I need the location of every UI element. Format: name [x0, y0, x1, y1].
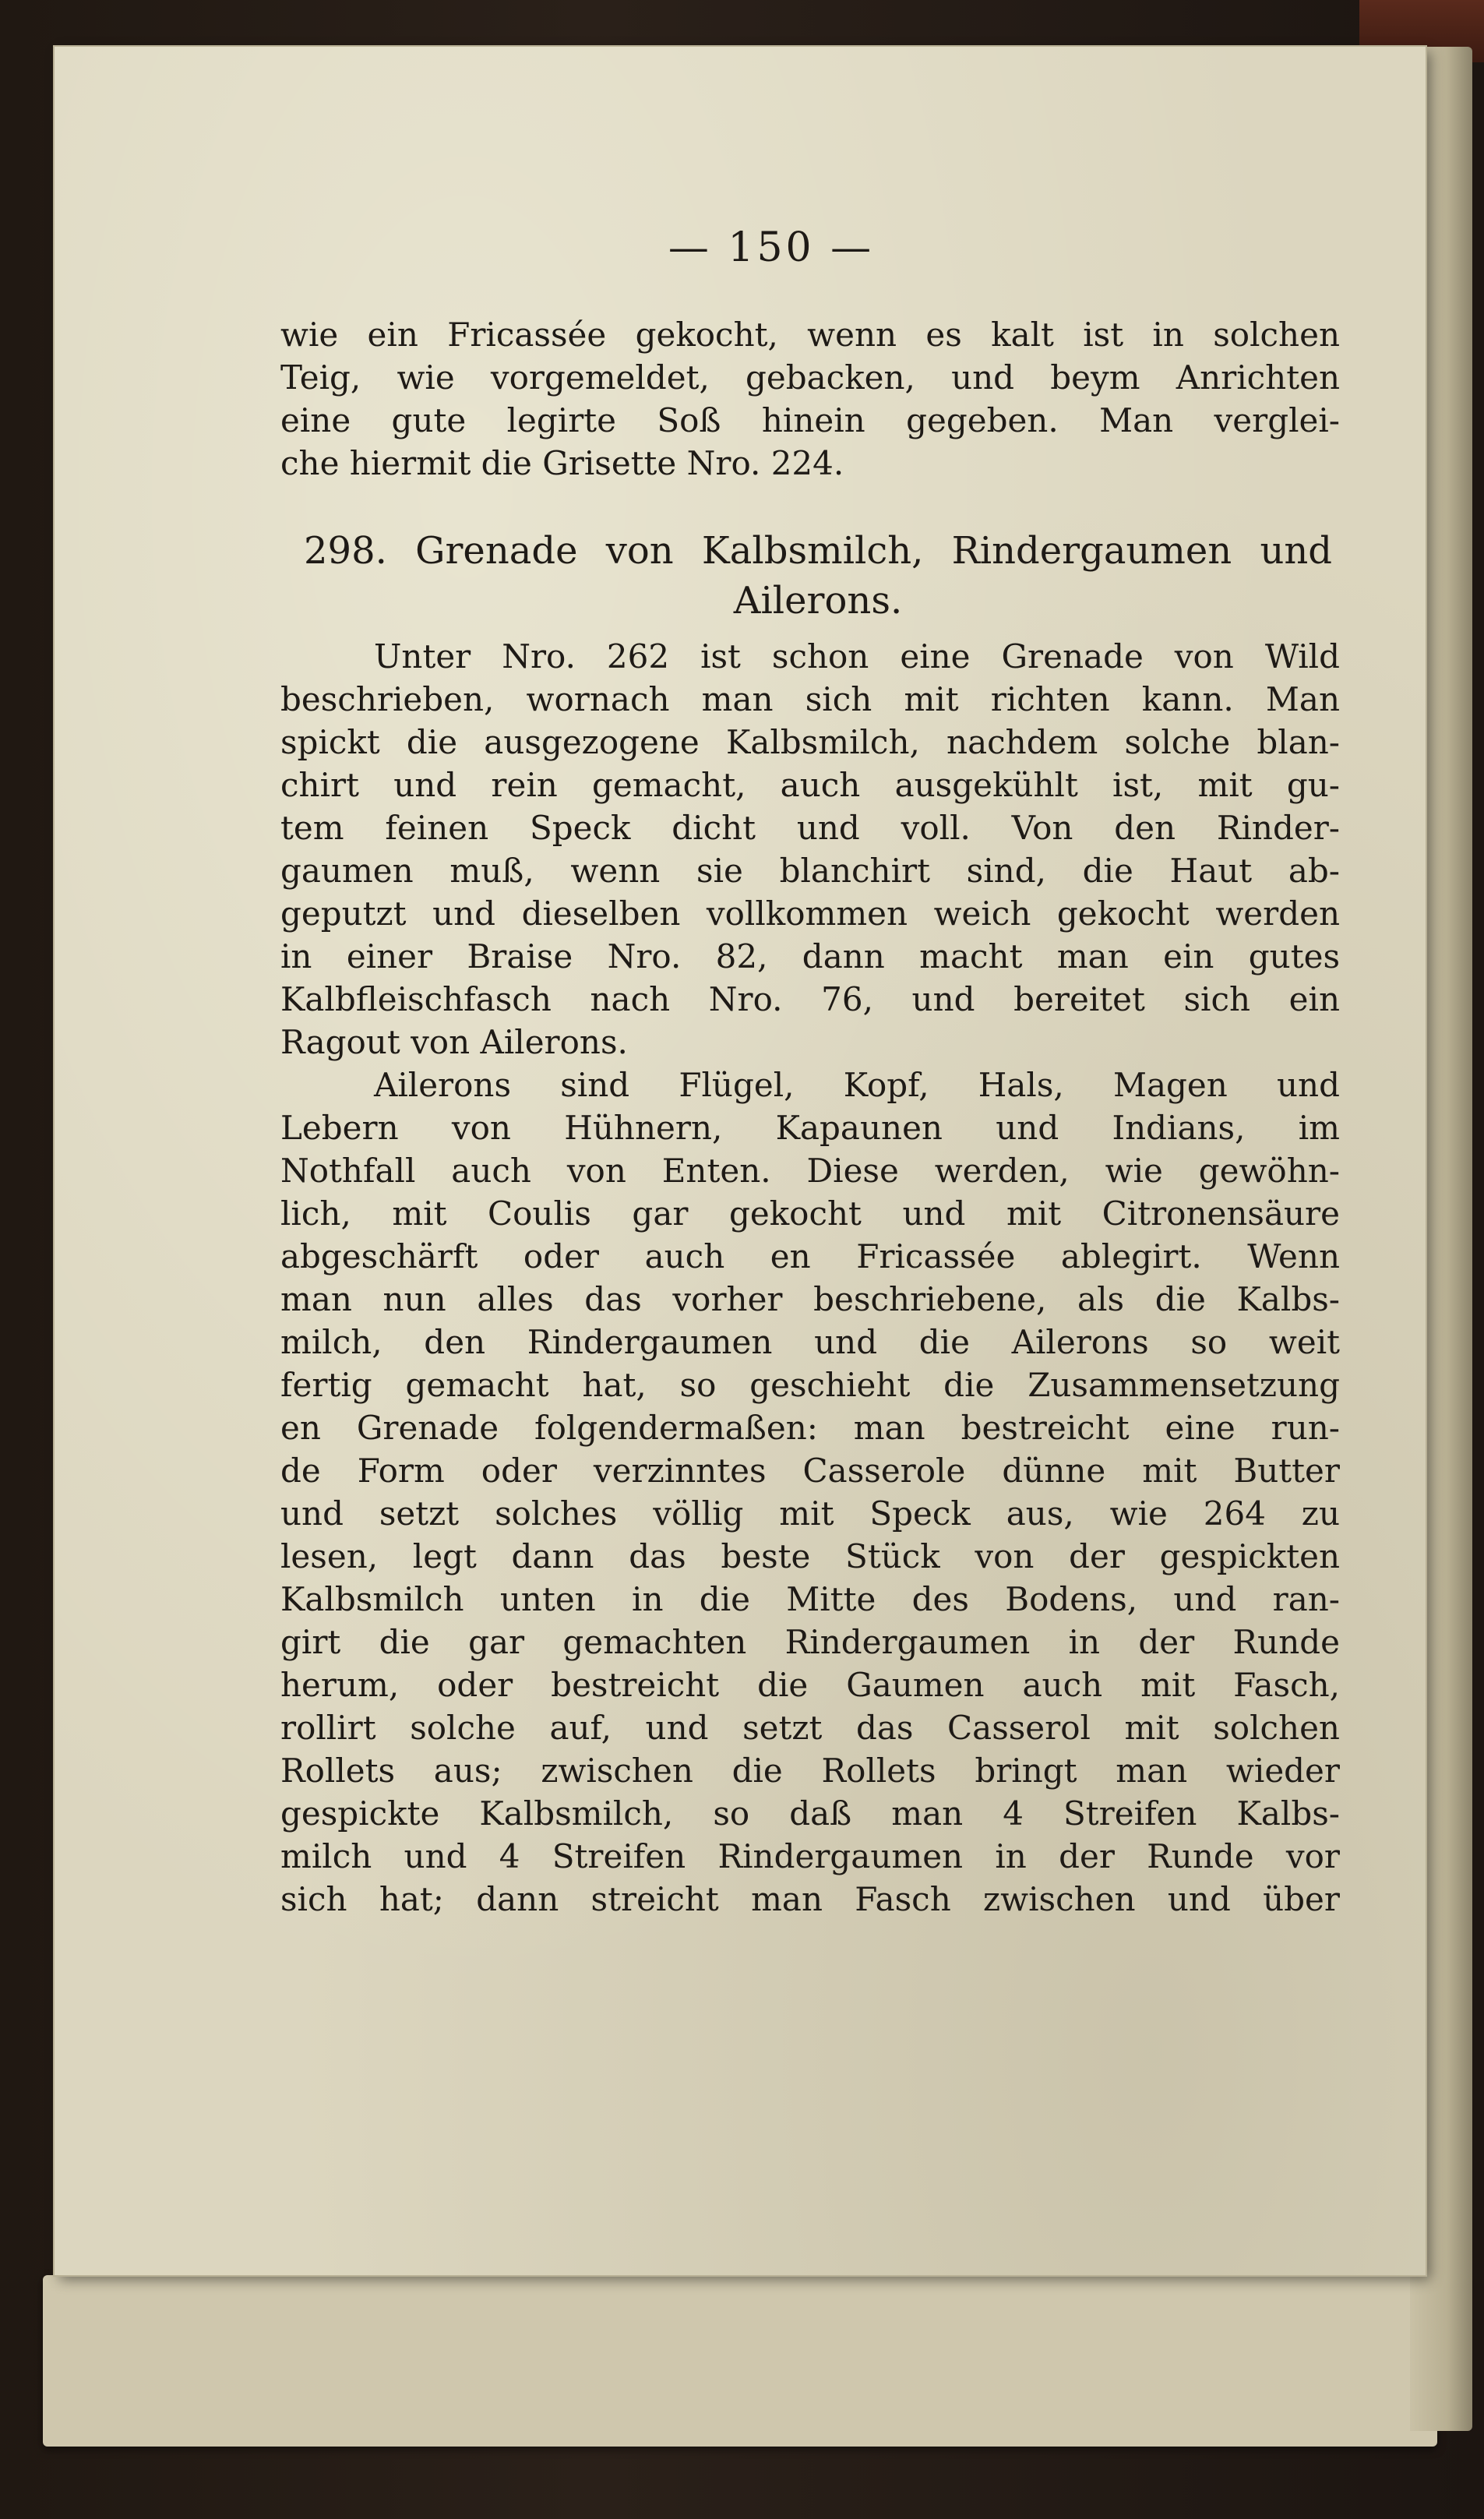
text-line: abgeschärft oder auch en Fricassée ablegirt. Wenn [280, 1237, 1340, 1275]
page-stack-edge [43, 2275, 1437, 2447]
text-line: milch, den Rindergaumen und die Ailerons so weit [280, 1323, 1340, 1361]
heading-line: 298. Grenade von Kalbsmilch, Rindergaumen und [304, 529, 1332, 573]
page-number: — 150 — [668, 224, 875, 271]
text-line: chirt und rein gemacht, auch ausgekühlt ist, mit gu- [280, 766, 1340, 804]
text-line: Ragout von Ailerons. [280, 1023, 628, 1061]
text-line: in einer Braise Nro. 82, dann macht man ein gutes [280, 937, 1340, 975]
text-line: Ailerons sind Flügel, Kopf, Hals, Magen und [374, 1066, 1340, 1104]
text-line: gaumen muß, wenn sie blanchirt sind, die Haut ab- [280, 852, 1340, 890]
paragraph-2 [280, 1064, 1340, 1921]
text-line: tem feinen Speck dicht und voll. Von den Rinder- [280, 809, 1340, 847]
text-line: sich hat; dann streicht man Fasch zwischen und über [280, 1880, 1340, 1918]
text-line: lich, mit Coulis gar gekocht und mit Citronensäure [280, 1194, 1340, 1233]
text-line: eine gute legirte Soß hinein gegeben. Man verglei- [280, 401, 1340, 439]
text-line: fertig gemacht hat, so geschieht die Zusammensetzung [280, 1366, 1340, 1404]
text-line: milch und 4 Streifen Rindergaumen in der Runde vor [280, 1837, 1340, 1875]
text-line: de Form oder verzinntes Casserole dünne mit Butter [280, 1452, 1340, 1490]
text-line: beschrieben, wornach man sich mit richten kann. Man [280, 680, 1340, 718]
intro-text [280, 313, 1340, 485]
text-line: geputzt und dieselben vollkommen weich gekocht werden [280, 894, 1340, 933]
text-line: man nun alles das vorher beschriebene, als die Kalbs- [280, 1280, 1340, 1318]
text-line: spickt die ausgezogene Kalbsmilch, nachdem solche blan- [280, 723, 1340, 761]
heading-line: Ailerons. [733, 579, 903, 623]
text-line: Lebern von Hühnern, Kapaunen und Indians, im [280, 1109, 1340, 1147]
text-line: lesen, legt dann das beste Stück von der gespickten [280, 1537, 1340, 1575]
text-line: gespickte Kalbsmilch, so daß man 4 Streifen Kalbs- [280, 1794, 1340, 1833]
text-line: wie ein Fricassée gekocht, wenn es kalt ist in solchen [280, 316, 1340, 354]
text-line: girt die gar gemachten Rindergaumen in der Runde [280, 1623, 1340, 1661]
text-line: rollirt solche auf, und setzt das Casserol mit solchen [280, 1709, 1340, 1747]
text-line: Kalbfleischfasch nach Nro. 76, und bereitet sich ein [280, 980, 1340, 1018]
recipe-heading [304, 526, 1332, 626]
paragraph-1 [280, 635, 1340, 1064]
text-line: Unter Nro. 262 ist schon eine Grenade von Wild [374, 637, 1340, 676]
text-line: und setzt solches völlig mit Speck aus, wie 264 zu [280, 1494, 1340, 1533]
text-line: Rollets aus; zwischen die Rollets bringt man wieder [280, 1752, 1340, 1790]
text-line: en Grenade folgendermaßen: man bestreicht eine run- [280, 1409, 1340, 1447]
text-line: Nothfall auch von Enten. Diese werden, wie gewöhn- [280, 1152, 1340, 1190]
text-line: Teig, wie vorgemeldet, gebacken, und beym Anrichten [280, 358, 1340, 397]
text-line: che hiermit die Grisette Nro. 224. [280, 444, 844, 482]
text-line: herum, oder bestreicht die Gaumen auch mit Fasch, [280, 1666, 1340, 1704]
book-page [55, 47, 1426, 2275]
text-line: Kalbsmilch unten in die Mitte des Bodens, und ran- [280, 1580, 1340, 1618]
